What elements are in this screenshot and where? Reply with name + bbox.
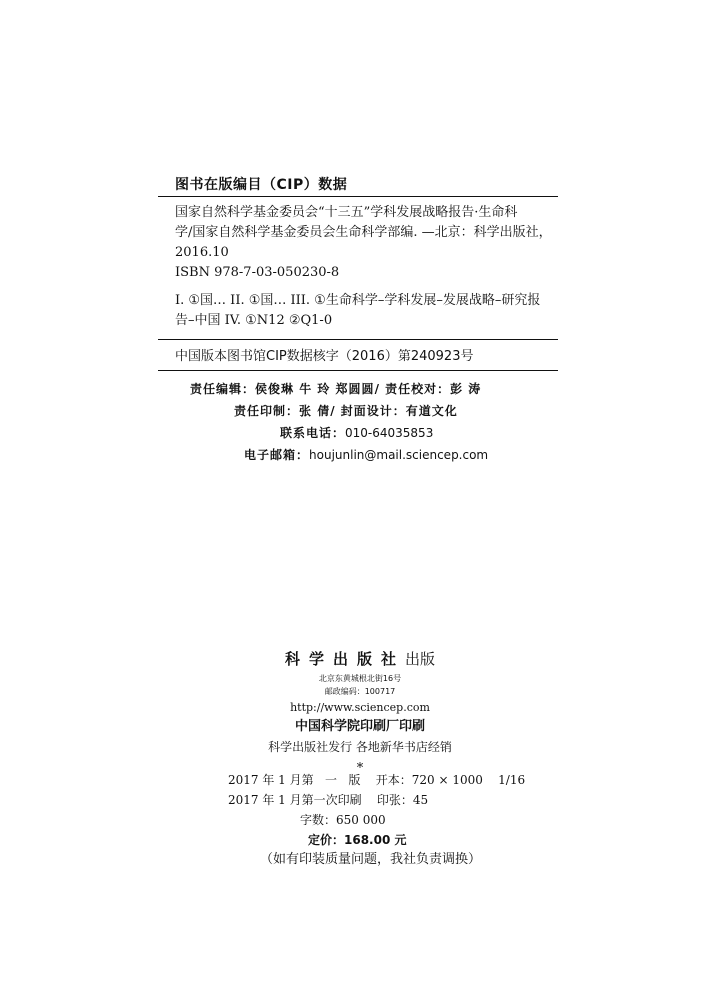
phone-value: 010-64035853 — [345, 426, 434, 440]
staff-line-phone — [190, 422, 570, 444]
staff-line-email — [190, 444, 570, 466]
cip-heading: 图书在版编目（CIP）数据 — [175, 177, 348, 193]
print-manager-value: 张 倩 — [299, 404, 331, 418]
proofreader-label: / 责任校对： — [374, 382, 451, 396]
staff-line-editor — [190, 378, 570, 400]
email-label: 电子邮箱： — [244, 448, 310, 462]
publisher-url: http://www.sciencep.com — [290, 701, 430, 714]
cip-record-number: 中国版本图书馆CIP数据核字（2016）第240923号 — [175, 349, 474, 364]
publisher-block — [220, 646, 500, 777]
price-line: 定价：168.00 元 — [308, 833, 407, 847]
print-specs — [228, 770, 528, 870]
cip-bottom-rule — [158, 370, 558, 371]
editor-label: 责任编辑： — [190, 382, 256, 396]
print-manager-label: 责任印制： — [234, 404, 300, 418]
cip-title-line-2: 学/国家自然科学基金委员会生命科学部编. —北京：科学出版社， — [175, 225, 552, 240]
publisher-address: 北京东黄城根北街16号 — [318, 674, 402, 683]
cip-classification-line-1: I. ①国… II. ①国… III. ①生命科学–学科发展–发展战略–研究报 — [175, 293, 541, 308]
word-count-line: 字数：650 000 — [300, 813, 386, 827]
cip-date-line: 2016.10 — [175, 245, 229, 260]
cip-title-line-1: 国家自然科学基金委员会“十三五”学科发展战略报告·生命科 — [175, 205, 518, 220]
printing-line: 2017 年 1 月第一次印刷 印张：45 — [228, 793, 429, 807]
staff-credits — [190, 378, 570, 466]
cip-gap — [175, 283, 552, 291]
publisher-name — [220, 646, 500, 672]
cip-entry — [158, 203, 558, 331]
cip-isbn: ISBN 978-7-03-050230-8 — [175, 265, 340, 280]
distribution-line: 科学出版社发行 各地新华书店经销 — [268, 740, 452, 754]
phone-label: 联系电话： — [280, 426, 346, 440]
cip-data-block — [158, 174, 558, 371]
publisher-name-suffix: 出版 — [405, 650, 436, 668]
cip-top-rule — [158, 196, 558, 197]
cip-middle-rule — [158, 339, 558, 340]
proofreader-value: 彭 涛 — [450, 382, 482, 396]
publisher-postcode: 邮政编码：100717 — [324, 687, 396, 696]
publisher-name-text: 科学出版社 — [284, 650, 405, 668]
cover-design-value: 有道文化 — [405, 404, 458, 418]
cover-design-label: / 封面设计： — [330, 404, 406, 418]
edition-line: 2017 年 1 月第 一 版 开本：720 × 1000 1/16 — [228, 773, 526, 787]
quality-note: （如有印装质量问题，我社负责调换） — [260, 852, 482, 867]
editor-value: 侯俊琳 牛 玲 郑圆圆 — [255, 382, 375, 396]
staff-line-print — [190, 400, 570, 422]
cip-classification-line-2: 告–中国 IV. ①N12 ②Q1-0 — [175, 313, 333, 328]
separator-star: * — [356, 761, 364, 776]
printer-line: 中国科学院印刷厂印刷 — [294, 719, 425, 734]
email-value: houjunlin@mail.sciencep.com — [309, 448, 489, 462]
